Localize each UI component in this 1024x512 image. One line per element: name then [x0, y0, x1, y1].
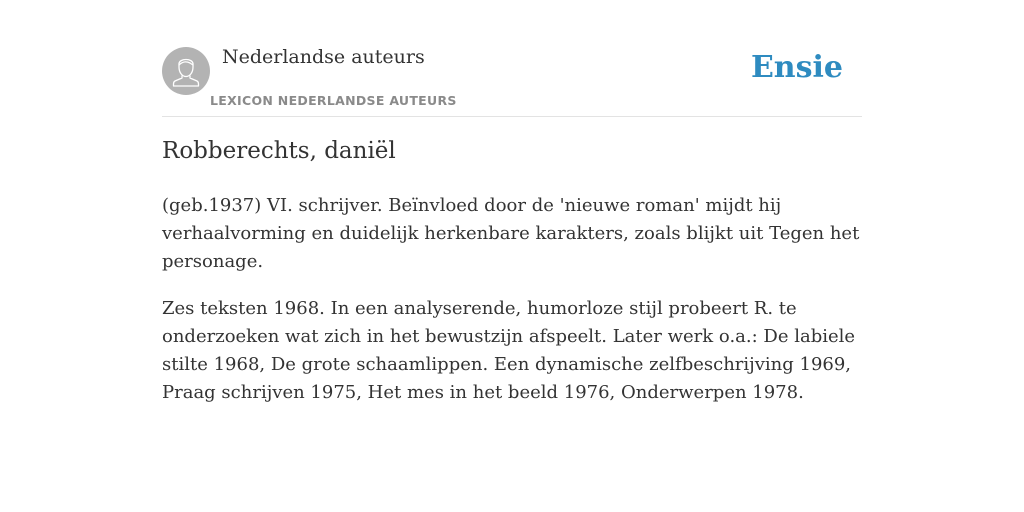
lexicon-subtitle[interactable]: LEXICON NEDERLANDSE AUTEURS — [210, 93, 457, 108]
brand-logo[interactable]: Ensie — [750, 50, 843, 85]
entry-paragraph: (geb.1937) VI. schrijver. Beïnvloed door de 'nieuwe roman' mijdt hij verhaalvorming en duidelijk herkenbare karakters, zoals blijkt uit Tegen het personage. — [162, 195, 860, 272]
entry-title: Robberechts, daniël — [162, 138, 396, 164]
entry-body — [162, 192, 862, 426]
author-name[interactable]: Nederlandse auteurs — [222, 46, 425, 68]
header — [162, 40, 862, 117]
avatar[interactable] — [162, 47, 210, 95]
entry-paragraph: Zes teksten 1968. In een analyserende, humorloze stijl probeert R. te onderzoeken wat zich in het bewustzijn afspeelt. Later werk o.a.: De labiele stilte 1968, De grote schaamlippen. Een dynamische zelfbeschrijving 1969, Praag schrijven 1975, Het mes in het beeld 1976, Onderwerpen 1978. — [162, 298, 856, 403]
user-icon — [162, 47, 210, 95]
